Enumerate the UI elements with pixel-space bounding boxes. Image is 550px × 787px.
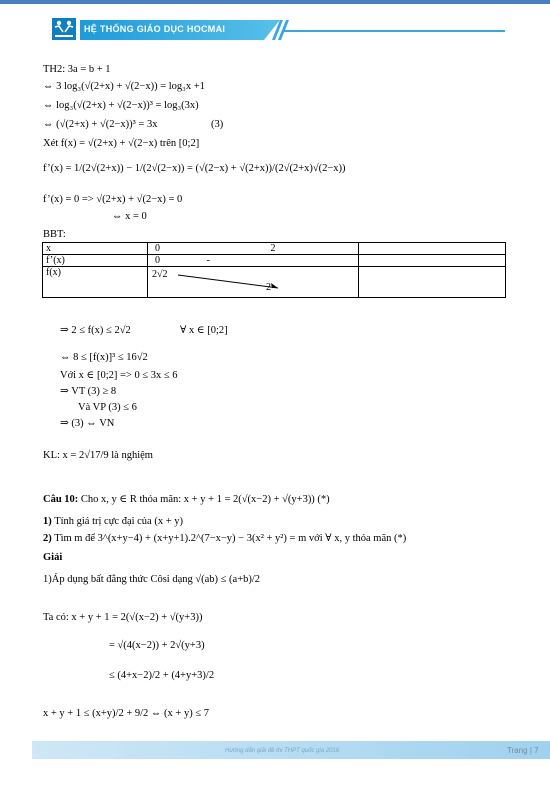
table-row [43, 267, 506, 298]
header-title: HỆ THỐNG GIÁO DỤC HOCMAI [84, 24, 226, 34]
table-cell-values [148, 243, 359, 255]
th2-line-2-text: ⇔ 3 log₃(√(2+x) + √(2−x)) = log₃x +1 [43, 81, 205, 92]
table-cell-label: f’(x) [43, 255, 148, 267]
part-1-number: 1) [43, 516, 52, 527]
hocmai-logo-icon [52, 18, 76, 40]
th2-line-4-tag: (3) [211, 119, 224, 130]
part-1-text: Tính giá trị cực đại của (x + y) [54, 516, 184, 527]
table-cell-empty [359, 255, 506, 267]
top-border [0, 0, 550, 4]
th2-line-8: ⇔ x = 0 [112, 211, 147, 222]
conclusion-line-1b: ∀ x ∈ [0;2] [180, 325, 228, 336]
decreasing-arrow-icon [178, 273, 288, 291]
th2-line-1: TH2: 3a = b + 1 [43, 64, 111, 75]
variation-table [42, 242, 506, 298]
th2-line-7: f’(x) = 0 => √(2+x) + √(2−x) = 0 [43, 194, 183, 205]
th2-line-6: f’(x) = 1/(2√(2+x)) − 1/(2√(2−x)) = (√(2−x) + √(2+x))/(2√(2+x)√(2−x)) [43, 163, 346, 174]
solution-line-4: ≤ (4+x−2)/2 + (4+y+3)/2 [109, 670, 215, 681]
solution-title: Giải [43, 552, 63, 563]
solution-line-3: = √(4(x−2)) + 2√(y+3) [109, 640, 205, 651]
question-10-title: Câu 10: [43, 494, 79, 505]
question-10-statement [43, 494, 330, 506]
table-row [43, 255, 506, 267]
th2-line-4: ⇔ (√(2+x) + √(2−x))³ = 3x [43, 119, 158, 130]
conclusion-line-6: ⇒ (3) ⇔ VN [60, 418, 115, 429]
table-cell-label: x [43, 243, 148, 255]
part-2-number: 2) [43, 533, 52, 544]
part-2-text: Tìm m để 3^(x+y−4) + (x+y+1).2^(7−x−y) − 3(x² + y²) = m với ∀ x, y thỏa mãn (*) [54, 533, 407, 544]
solution-line-1: 1)Áp dụng bất đẳng thức Côsi dạng √(ab) ≤ (a+b)/2 [43, 574, 261, 585]
conclusion-line-5: Và VP (3) ≤ 6 [78, 402, 137, 413]
question-10-part-1 [43, 516, 183, 528]
bbt-label: BBT: [43, 229, 66, 240]
th2-line-3: ⇔ log₃(√(2+x) + √(2−x))³ = log₃(3x) [43, 100, 199, 111]
th2-line-5: Xét f(x) = √(2+x) + √(2−x) trên [0;2] [43, 138, 200, 149]
conclusion-line-3: Với x ∈ [0;2] => 0 ≤ 3x ≤ 6 [60, 370, 178, 381]
solution-line-2: Ta có: x + y + 1 = 2(√(x−2) + √(y+3)) [43, 612, 203, 623]
footer-text: Hướng dẫn giải đề thi THPT quốc gia 2016 [225, 748, 340, 754]
page-header [50, 16, 505, 42]
table-cell-b: 2 [270, 243, 276, 254]
question-10-part-2 [43, 533, 406, 545]
table-cell-empty [359, 267, 506, 298]
table-cell-values [148, 267, 359, 298]
table-cell-b: - [206, 255, 210, 266]
table-cell-b: 2 [266, 282, 271, 293]
header-rule [282, 30, 505, 32]
conclusion-line-4: ⇒ VT (3) ≥ 8 [60, 386, 117, 397]
th2-line-2 [43, 81, 205, 93]
table-cell-a: 0 [155, 243, 160, 254]
solution-line-5: x + y + 1 ≤ (x+y)/2 + 9/2 ⇔ (x + y) ≤ 7 [43, 708, 209, 719]
question-10-text: Cho x, y ∈ R thỏa mãn: x + y + 1 = 2(√(x−2) + √(y+3)) (*) [80, 494, 330, 505]
table-cell-a: 0 [155, 255, 160, 266]
conclusion-line-2: ⇔ 8 ≤ [f(x)]³ ≤ 16√2 [60, 352, 148, 363]
table-cell-empty [359, 243, 506, 255]
table-row [43, 243, 506, 255]
conclusion-line-1: ⇒ 2 ≤ f(x) ≤ 2√2 [60, 325, 131, 336]
page-number: Trang | 7 [507, 746, 539, 755]
table-cell-a: 2√2 [152, 269, 168, 280]
conclusion-kl: KL: x = 2√17/9 là nghiệm [43, 450, 153, 461]
table-cell-label: f(x) [43, 267, 148, 298]
table-cell-values [148, 255, 359, 267]
